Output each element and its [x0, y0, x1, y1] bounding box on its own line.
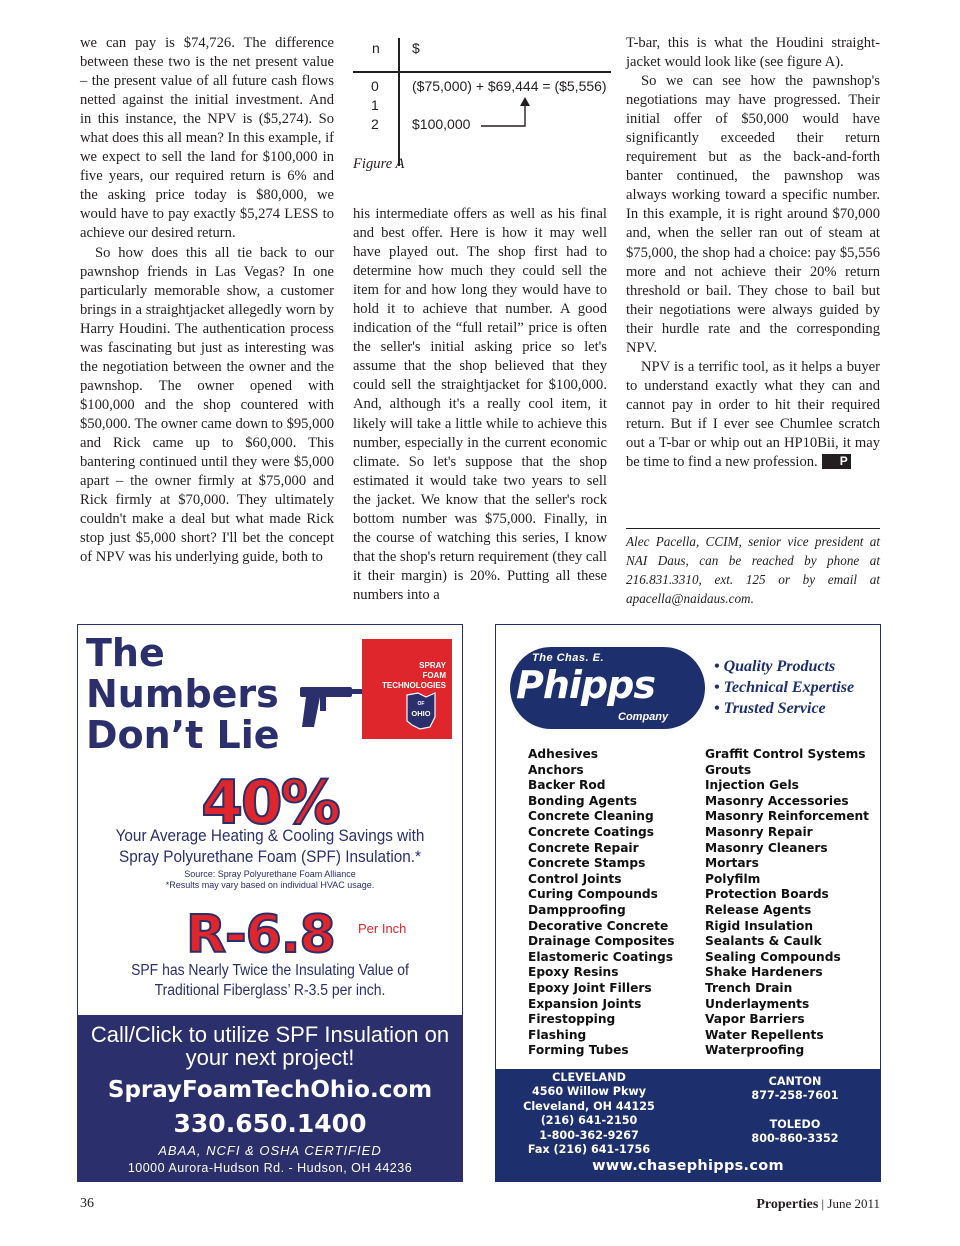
logo-top-text: The Chas. E. — [532, 652, 605, 664]
website-link[interactable]: www.chasephipps.com — [592, 1158, 784, 1174]
location-line: TOLEDO — [769, 1117, 821, 1131]
product-list-left — [528, 747, 675, 1059]
logo-of-text: OF — [417, 701, 425, 707]
spacer — [710, 1104, 880, 1118]
list-item: Masonry Accessories — [705, 793, 849, 808]
disclaimer-line: *Results may vary based on individual HVAC usage. — [165, 880, 375, 890]
list-item: Expansion Joints — [528, 996, 642, 1011]
list-item: Protection Boards — [705, 887, 829, 902]
list-item: Control Joints — [528, 871, 622, 886]
list-item: Masonry Repair — [705, 824, 813, 839]
logo-line: FOAM — [422, 671, 446, 680]
t-bar-header-dollar: $ — [412, 40, 420, 56]
list-item: Trench Drain — [705, 980, 793, 995]
bio-divider — [626, 528, 880, 529]
issue-date: | June 2011 — [818, 1196, 880, 1211]
list-item: Concrete Repair — [528, 840, 639, 855]
logo-line: TECHNOLOGIES — [381, 681, 446, 690]
headline-line: The — [86, 631, 165, 675]
list-item: Concrete Cleaning — [528, 809, 654, 824]
r-value-unit: Per Inch — [358, 921, 407, 936]
author-bio: Alec Pacella, CCIM, senior vice president at NAI Daus, can be reached by phone at 216.831.3310, ext. 125 or by email at apacella@naidaus.com. — [626, 534, 880, 606]
location-line: Cleveland, OH 44125 — [523, 1099, 655, 1113]
list-item: Water Repellents — [705, 1027, 824, 1042]
locations-band — [496, 1069, 880, 1181]
list-item: Mortars — [705, 856, 759, 871]
list-item: Waterproofing — [705, 1043, 805, 1058]
savings-description: Your Average Heating & Cooling Savings with Spray Polyurethane Foam (SPF) Insulation.* — [115, 826, 425, 866]
list-item: Adhesives — [528, 747, 598, 761]
t-bar-horizontal-line — [353, 71, 611, 73]
phone-number[interactable]: 330.650.1400 — [173, 1109, 367, 1138]
logo-company-text: Company — [618, 711, 669, 723]
product-list-right — [705, 747, 869, 1059]
list-item: Drainage Composites — [528, 934, 675, 949]
headline-line: Don’t Lie — [86, 713, 280, 757]
list-item: Bonding Agents — [528, 793, 638, 808]
list-item: Injection Gels — [705, 778, 799, 793]
ad-headline — [86, 633, 280, 756]
other-locations — [710, 1075, 880, 1147]
tagline: • Quality Products — [714, 658, 836, 675]
phone-number[interactable]: 800-860-3352 — [751, 1132, 839, 1146]
tagline: • Technical Expertise — [714, 679, 855, 696]
cleveland-location — [504, 1071, 674, 1157]
phone-number[interactable]: 877-258-7601 — [751, 1089, 839, 1103]
source-line: Source: Spray Polyurethane Foam Alliance — [184, 869, 356, 879]
list-item: Forming Tubes — [528, 1043, 629, 1058]
list-item: Decorative Concrete — [528, 918, 669, 933]
logo-state-text: OHIO — [411, 709, 431, 718]
magazine-name: Properties — [756, 1197, 819, 1212]
list-item: Epoxy Joint Fillers — [528, 980, 652, 995]
list-item: Anchors — [528, 762, 584, 777]
list-item: Dampproofing — [528, 902, 626, 917]
article-column-1 — [80, 34, 334, 567]
paragraph: So we can see how the pawnshop's negotiations may have progressed. Their initial offer of $50,000 would have significantly exceeded their return requirement but as the back-and-forth banter continued, the pawnshop was always working toward a specific number. In this example, it is right around $70,000 and, when the seller ran out of steam at $75,000, the shop had a choice: pay $5,556 more and not achieve their 20% return threshold or bail. They chose to bail but their negotiations were always guided by their hurdle rate and the corresponding NPV. — [626, 73, 880, 356]
end-mark-icon: P — [822, 454, 851, 469]
r-value: R-6.8 — [186, 905, 335, 965]
list-item: Epoxy Resins — [528, 965, 619, 980]
list-item: Masonry Cleaners — [705, 840, 828, 855]
phone-number[interactable]: 1-800-362-9267 — [539, 1128, 639, 1142]
address: 10000 Aurora-Hudson Rd. - Hudson, OH 44236 — [127, 1161, 413, 1175]
paragraph — [626, 358, 880, 472]
paragraph: T-bar, this is what the Houdini straight-jacket would look like (see figure A). — [626, 35, 880, 71]
list-item: Polyfilm — [705, 871, 761, 886]
call-to-action: Call/Click to utilize SPF Insulation on your next project! — [90, 1022, 450, 1070]
list-item: Release Agents — [705, 902, 812, 917]
list-item: Shake Hardeners — [705, 965, 823, 980]
r-value-description: SPF has Nearly Twice the Insulating Value of Traditional Fiberglass’ R-3.5 per inch. — [131, 962, 409, 999]
logo-line: SPRAY — [419, 661, 446, 670]
list-item: Sealants & Caulk — [705, 934, 822, 949]
list-item: Concrete Coatings — [528, 824, 655, 839]
paragraph: we can pay is $74,726. The difference between these two is the net present value – the present value of all future cash flows netted against the initial investment. And in this instance, the NPV is ($5,274). So what does this all mean? In this example, if we expect to sell the land for $100,000 in five years, our required return is 6% and the asking price today is $80,000, we would have to pay exactly $5,274 LESS to achieve our desired return. — [80, 35, 334, 242]
phone-number[interactable]: (216) 641-2150 — [540, 1114, 638, 1128]
spray-foam-ad[interactable] — [77, 624, 463, 1182]
t-bar-row-value: $100,000 — [412, 116, 471, 132]
tagline: • Trusted Service — [714, 700, 826, 717]
list-item: Masonry Reinforcement — [705, 809, 870, 824]
logo-name: Phipps — [516, 663, 655, 707]
magazine-folio — [756, 1196, 880, 1213]
page-number: 36 — [80, 1196, 94, 1211]
t-bar-arrow-icon — [477, 94, 537, 134]
location-line: 4560 Willow Pkwy — [531, 1085, 647, 1099]
t-bar-row-n: 2 — [371, 116, 379, 132]
paragraph: his intermediate offers as well as his final and best offer. Here is how it may well have played out. The shop first had to determine how much they could sell the item for and how long they would have to hold it to achieve that number. A good indication of the “full retail” price is often the seller's initial asking price so let's assume that the shop believed that they could sell the straightjacket for $100,000. And, although it's a really cool item, it likely will take a little while to achieve this number, especially in the current economic climate. So let's suppose that the shop estimated it would take two years to sell the jacket. We know that the seller's rock bottom number was $75,000. Finally, in the course of watching this series, I know that the shop's return requirement (they call it their margin) is 20%. Putting all these numbers into a — [353, 206, 607, 603]
list-item: Rigid Insulation — [705, 918, 814, 933]
t-bar-row-value: ($75,000) + $69,444 = ($5,556) — [412, 78, 607, 94]
savings-percent: 40% — [201, 768, 339, 838]
phipps-ad[interactable] — [495, 624, 881, 1182]
list-item: Vapor Barriers — [705, 1012, 805, 1027]
t-bar-vertical-line — [398, 38, 400, 166]
list-item: Curing Compounds — [528, 887, 658, 902]
list-item: Elastomeric Coatings — [528, 949, 674, 964]
location-line: CLEVELAND — [552, 1071, 626, 1084]
list-item: Sealing Compounds — [705, 949, 841, 964]
spray-gun-icon — [292, 679, 372, 729]
list-item: Underlayments — [705, 996, 810, 1011]
paragraph-text: NPV is a terrific tool, as it helps a buyer to understand exactly what they can and cannot pay in order to hit their required return. But if I ever see Chumlee scratch out a T-bar or whip out an HP10Bii, it may be time to find a new profession. — [626, 358, 880, 471]
figure-caption: Figure A — [353, 156, 405, 172]
t-bar-row-n: 1 — [371, 97, 379, 113]
t-bar-row-n: 0 — [371, 78, 379, 94]
list-item: Flashing — [528, 1027, 587, 1042]
fax-number: Fax (216) 641-1756 — [527, 1143, 651, 1157]
list-item: Backer Rod — [528, 778, 606, 793]
paragraph: So how does this all tie back to our pawnshop friends in Las Vegas? In one particularly memorable show, a customer brings in a straightjacket allegedly worn by Harry Houdini. The authentication process was fascinating but just as interesting was the negotiation between the owner and the pawnshop. The owner opened with $100,000 and the shop countered with $50,000. The owner came down to $95,000 and Rick came up to $60,000. This bantering continued until they were $5,000 apart – the owner firmly at $75,000 and Rick firmly at $70,000. They ultimately couldn't make a deal but what made Rick stop just $5,000 short? I'll bet the concept of NPV was his underlying guide, both to — [80, 244, 334, 566]
certifications: ABAA, NCFI & OSHA CERTIFIED — [158, 1143, 382, 1158]
article-column-3 — [626, 34, 880, 472]
list-item: Graffit Control Systems — [705, 747, 866, 761]
list-item: Firestopping — [528, 1012, 616, 1027]
spray-foam-logo — [292, 639, 452, 749]
website-link[interactable]: SprayFoamTechOhio.com — [107, 1077, 433, 1103]
source-note — [78, 869, 462, 891]
ad-contact-band — [78, 1015, 462, 1181]
logo-text — [368, 661, 446, 691]
article-column-2 — [353, 205, 607, 605]
t-bar-header-n: n — [372, 40, 380, 56]
list-item: Grouts — [705, 762, 752, 777]
headline-line: Numbers — [86, 672, 279, 716]
list-item: Concrete Stamps — [528, 856, 646, 871]
location-line: CANTON — [768, 1075, 822, 1088]
